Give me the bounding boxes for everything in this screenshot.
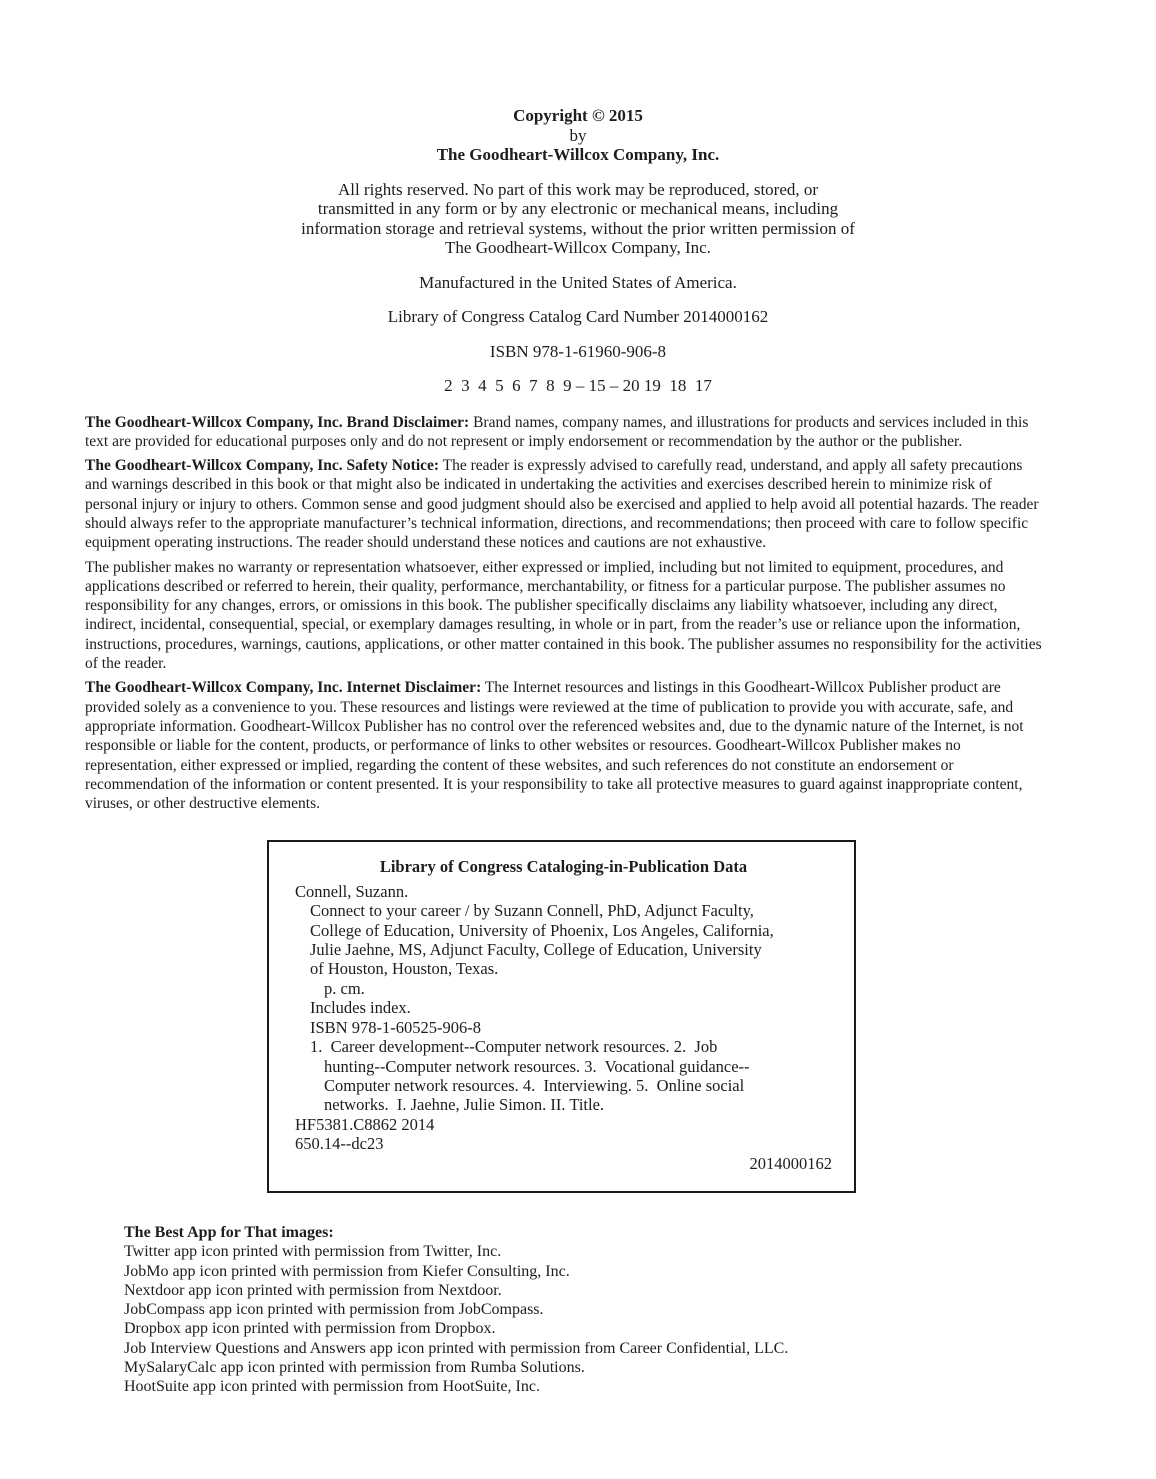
credit-line: Dropbox app icon printed with permission from Dropbox. xyxy=(124,1320,496,1338)
warranty-text: The publisher makes no warranty or representation whatsoever, either expressed or implied, including but not limited to equipment, procedures, and applications described or referred to herein, their quality, performance, merchantability, or fitness for a particular purpose. The publisher assumes no responsibility for any changes, errors, or omissions in this book. The publisher specifically disclaims any liability whatsoever, including any direct, indirect, incidental, consequential, special, or exemplary damages resulting, in whole or in part, from the reader’s use or reliance upon the information, instructions, procedures, warnings, cautions, applications, or other matter contained in this book. The publisher assumes no responsibility for the activities of the reader. xyxy=(85,558,1042,673)
credit-line: MySalaryCalc app icon printed with permission from Rumba Solutions. xyxy=(124,1359,585,1377)
credit-line: HootSuite app icon printed with permission from HootSuite, Inc. xyxy=(124,1378,540,1396)
brand-disclaimer-paragraph xyxy=(85,413,1043,452)
cip-title: Library of Congress Cataloging-in-Publication Data xyxy=(379,857,748,877)
rights-line: The Goodheart-Willcox Company, Inc. xyxy=(445,238,711,257)
cip-line: Julie Jaehne, MS, Adjunct Faculty, College of Education, University xyxy=(310,940,762,960)
credit-line: Job Interview Questions and Answers app icon printed with permission from Career Confidential, LLC. xyxy=(124,1339,789,1357)
cip-line: networks. I. Jaehne, Julie Simon. II. Title. xyxy=(324,1095,605,1115)
isbn-line: ISBN 978-1-61960-906-8 xyxy=(489,341,667,361)
cip-line: of Houston, Houston, Texas. xyxy=(310,959,499,979)
cip-line: Computer network resources. 4. Interviewing. 5. Online social xyxy=(324,1075,745,1095)
internet-disclaimer-paragraph xyxy=(85,678,1043,813)
cataloging-in-publication-box xyxy=(267,840,856,1193)
credit-line: JobMo app icon printed with permission from Kiefer Consulting, Inc. xyxy=(124,1262,570,1280)
rights-line: transmitted in any form or by any electronic or mechanical means, including xyxy=(317,199,839,218)
safety-notice-paragraph xyxy=(85,456,1043,552)
credits-heading: The Best App for That images: xyxy=(124,1223,334,1241)
cip-line: 1. Career development--Computer network resources. 2. Job xyxy=(310,1037,718,1057)
cip-line: Connect to your career / by Suzann Connell, PhD, Adjunct Faculty, xyxy=(310,901,754,921)
rights-line: All rights reserved. No part of this work may be reproduced, stored, or xyxy=(337,179,819,199)
by-line: by xyxy=(569,125,587,145)
credit-line: Twitter app icon printed with permission from Twitter, Inc. xyxy=(124,1243,502,1261)
loc-card-number-line: Library of Congress Catalog Card Number 2014000162 xyxy=(387,307,769,326)
printing-run-line: 2 3 4 5 6 7 8 9 – 15 – 20 19 18 17 xyxy=(444,376,712,395)
cip-line: Includes index. xyxy=(310,998,411,1018)
app-image-credits xyxy=(124,1223,1156,1397)
cip-line: ISBN 978-1-60525-906-8 xyxy=(310,1017,481,1037)
warranty-paragraph xyxy=(85,558,1043,674)
rights-line: information storage and retrieval systems, without the prior written permission of xyxy=(301,218,855,238)
brand-disclaimer-lead: The Goodheart-Willcox Company, Inc. Brand Disclaimer: xyxy=(85,413,470,431)
cip-line: 650.14--dc23 xyxy=(295,1134,384,1154)
copyright-line: Copyright © 2015 xyxy=(513,106,643,125)
credit-line: JobCompass app icon printed with permission from JobCompass. xyxy=(124,1301,544,1319)
disclaimer-section xyxy=(85,413,1043,814)
front-matter-block xyxy=(0,106,1156,396)
safety-notice-lead: The Goodheart-Willcox Company, Inc. Safety Notice: xyxy=(85,457,440,475)
company-line: The Goodheart-Willcox Company, Inc. xyxy=(436,145,720,164)
copyright-group xyxy=(0,106,1156,165)
cip-line: p. cm. xyxy=(324,978,365,998)
brand-disclaimer-text: Brand names, company names, and illustrations for products and services included in this text are provided for educational purposes only and do not represent or imply endorsement or recommendation by the author or the publisher. xyxy=(85,413,1029,450)
cip-line: hunting--Computer network resources. 3. Vocational guidance-- xyxy=(324,1056,750,1076)
cip-line: HF5381.C8862 2014 xyxy=(295,1114,435,1134)
rights-group xyxy=(0,180,1156,258)
internet-disclaimer-text: The Internet resources and listings in this Goodheart-Willcox Publisher product are provided solely as a convenience to you. These resources and listings were reviewed at the time of publication to provide you with accurate, safe, and appropriate information. Goodheart-Willcox Publisher has no control over the referenced websites and, due to the dynamic nature of the Internet, is not responsible or liable for the content, products, or performance of links to other websites or resources. Goodheart-Willcox Publisher makes no representation, either expressed or implied, regarding the content of these websites, and such references do not constitute an endorsement or recommendation of the information or content presented. It is your responsibility to take all protective measures to guard against inappropriate content, viruses, or other destructive elements. xyxy=(85,679,1024,813)
safety-notice-text: The reader is expressly advised to carefully read, understand, and apply all safety precautions and warnings described in this book or that might also be indicated in undertaking the activities and exercises described herein to minimize risk of personal injury or injury to others. Common sense and good judgment should also be exercised and applied to help avoid all potential hazards. The reader should always refer to the appropriate manufacturer’s technical information, directions, and recommendations; then proceed with care to follow specific equipment operating instructions. The reader should understand these notices and cautions are not exhaustive. xyxy=(85,457,1039,552)
cip-control-number: 2014000162 xyxy=(749,1153,832,1173)
manufactured-line: Manufactured in the United States of America. xyxy=(419,272,737,292)
cip-line: College of Education, University of Phoenix, Los Angeles, California, xyxy=(310,920,774,940)
credit-line: Nextdoor app icon printed with permission from Nextdoor. xyxy=(124,1281,502,1299)
internet-disclaimer-lead: The Goodheart-Willcox Company, Inc. Internet Disclaimer: xyxy=(85,679,482,697)
cip-line: Connell, Suzann. xyxy=(295,881,409,901)
